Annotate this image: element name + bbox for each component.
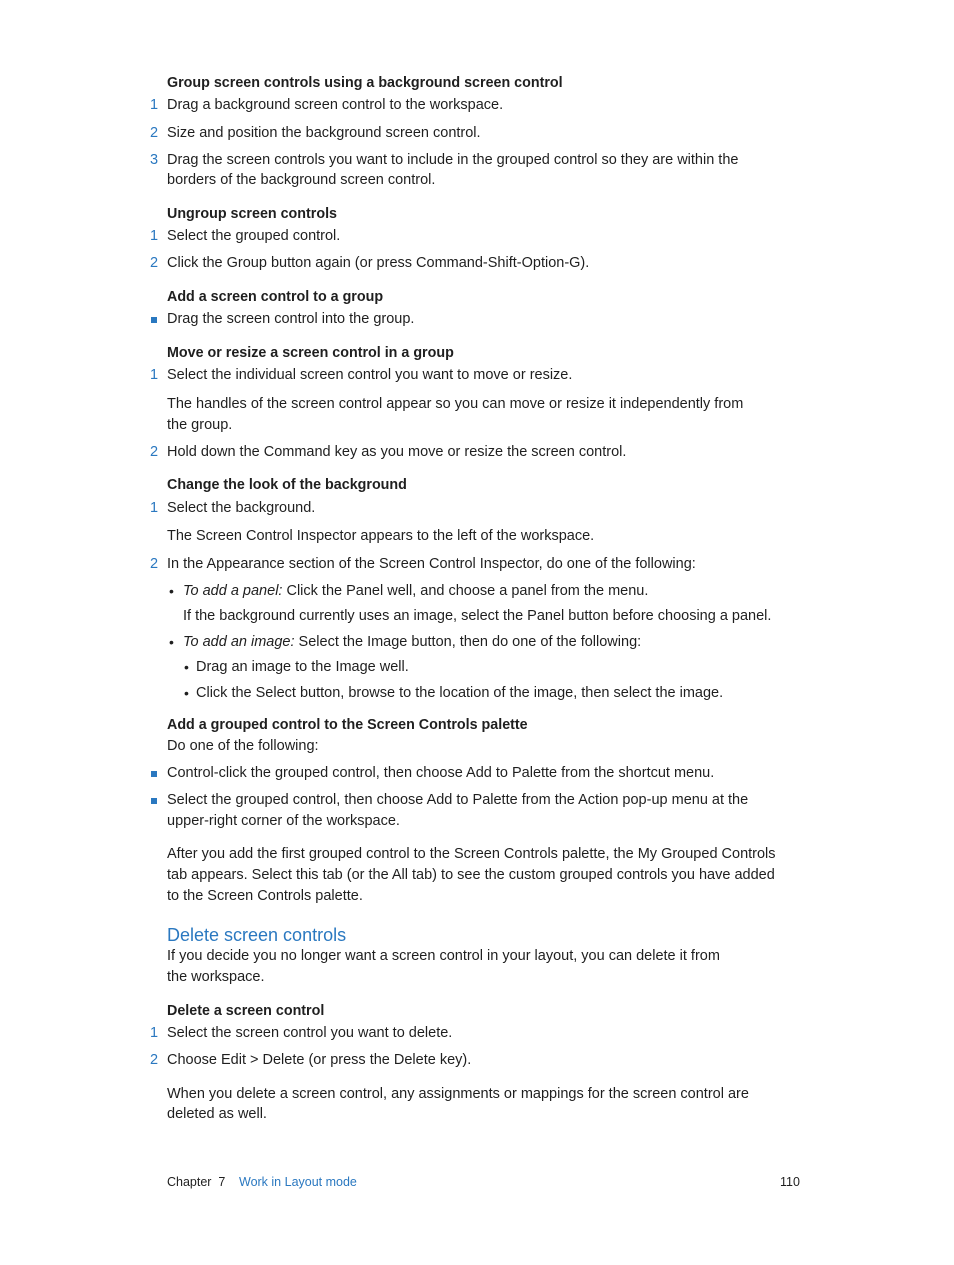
step-number: 3 bbox=[150, 152, 159, 168]
step-text: Size and position the background screen control. bbox=[167, 125, 481, 141]
bullet-text-continued: upper-right corner of the workspace. bbox=[167, 813, 400, 829]
bullet-text: Select the grouped control, then choose Add to Palette from the Action pop-up menu at the bbox=[167, 792, 749, 808]
step-number: 2 bbox=[150, 255, 159, 271]
paragraph-line: When you delete a screen control, any assignments or mappings for the screen control are bbox=[167, 1086, 749, 1102]
step-note: The handles of the screen control appear so you can move or resize it independently from bbox=[167, 396, 744, 412]
section-heading: Change the look of the background bbox=[167, 477, 407, 493]
section-heading: Group screen controls using a background screen control bbox=[167, 75, 563, 91]
step-text: Drag a background screen control to the workspace. bbox=[167, 97, 504, 113]
step-number: 2 bbox=[150, 444, 159, 460]
step-text: Click the Group button again (or press Command-Shift-Option-G). bbox=[167, 255, 590, 271]
option-add-image bbox=[183, 632, 641, 653]
square-bullet-icon bbox=[151, 771, 157, 777]
option-text: Select the Image button, then do one of the following: bbox=[294, 634, 642, 650]
section-heading: Delete a screen control bbox=[167, 1003, 325, 1019]
bullet-dot-icon: • bbox=[184, 685, 189, 701]
sub-option-text: Click the Select button, browse to the location of the image, then select the image. bbox=[196, 685, 724, 701]
sub-option-text: Drag an image to the Image well. bbox=[196, 659, 409, 675]
section-title: Delete screen controls bbox=[167, 925, 347, 945]
step-number: 2 bbox=[150, 125, 159, 141]
section-heading: Add a grouped control to the Screen Controls palette bbox=[167, 717, 528, 733]
step-number: 1 bbox=[150, 1025, 159, 1041]
step-number: 1 bbox=[150, 500, 159, 516]
bullet-text: Drag the screen control into the group. bbox=[167, 311, 415, 327]
step-text: Select the individual screen control you want to move or resize. bbox=[167, 367, 573, 383]
paragraph-line: After you add the first grouped control to the Screen Controls palette, the My Grouped Controls bbox=[167, 846, 776, 862]
paragraph-line: the workspace. bbox=[167, 969, 265, 985]
step-text: Hold down the Command key as you move or resize the screen control. bbox=[167, 444, 627, 460]
step-text: Select the screen control you want to delete. bbox=[167, 1025, 453, 1041]
section-heading: Add a screen control to a group bbox=[167, 289, 384, 305]
step-number: 2 bbox=[150, 556, 159, 572]
step-note: The Screen Control Inspector appears to the left of the workspace. bbox=[167, 528, 595, 544]
step-text-continued: borders of the background screen control. bbox=[167, 172, 436, 188]
option-label: To add a panel: bbox=[183, 583, 283, 599]
step-number: 2 bbox=[150, 1052, 159, 1068]
square-bullet-icon bbox=[151, 798, 157, 804]
option-label: To add an image: bbox=[183, 634, 295, 650]
step-text: Choose Edit > Delete (or press the Delete key). bbox=[167, 1052, 472, 1068]
footer-chapter: Chapter 7 bbox=[167, 1175, 226, 1189]
section-heading: Move or resize a screen control in a group bbox=[167, 345, 454, 361]
section-heading: Ungroup screen controls bbox=[167, 206, 337, 222]
step-number: 1 bbox=[150, 228, 159, 244]
paragraph-line: deleted as well. bbox=[167, 1106, 267, 1122]
step-note-continued: the group. bbox=[167, 417, 233, 433]
paragraph-line: to the Screen Controls palette. bbox=[167, 888, 363, 904]
footer-chapter-title-link[interactable]: Work in Layout mode bbox=[239, 1175, 357, 1189]
bullet-dot-icon: • bbox=[184, 659, 189, 675]
page-number: 110 bbox=[780, 1175, 800, 1189]
option-add-panel bbox=[183, 581, 648, 602]
bullet-dot-icon: • bbox=[169, 583, 174, 599]
step-number: 1 bbox=[150, 367, 159, 383]
step-number: 1 bbox=[150, 97, 159, 113]
paragraph-line: If you decide you no longer want a screen control in your layout, you can delete it from bbox=[167, 948, 720, 964]
section-intro: Do one of the following: bbox=[167, 738, 319, 754]
option-note: If the background currently uses an image, select the Panel button before choosing a panel. bbox=[183, 608, 772, 624]
step-text: Select the grouped control. bbox=[167, 228, 341, 244]
option-text: Click the Panel well, and choose a panel from the menu. bbox=[282, 583, 649, 599]
bullet-text: Control-click the grouped control, then choose Add to Palette from the shortcut menu. bbox=[167, 765, 715, 781]
square-bullet-icon bbox=[151, 317, 157, 323]
step-text: In the Appearance section of the Screen Control Inspector, do one of the following: bbox=[167, 556, 696, 572]
paragraph-line: tab appears. Select this tab (or the All tab) to see the custom grouped controls you have added bbox=[167, 867, 775, 883]
step-text: Drag the screen controls you want to include in the grouped control so they are within the bbox=[167, 152, 739, 168]
bullet-dot-icon: • bbox=[169, 634, 174, 650]
step-text: Select the background. bbox=[167, 500, 316, 516]
